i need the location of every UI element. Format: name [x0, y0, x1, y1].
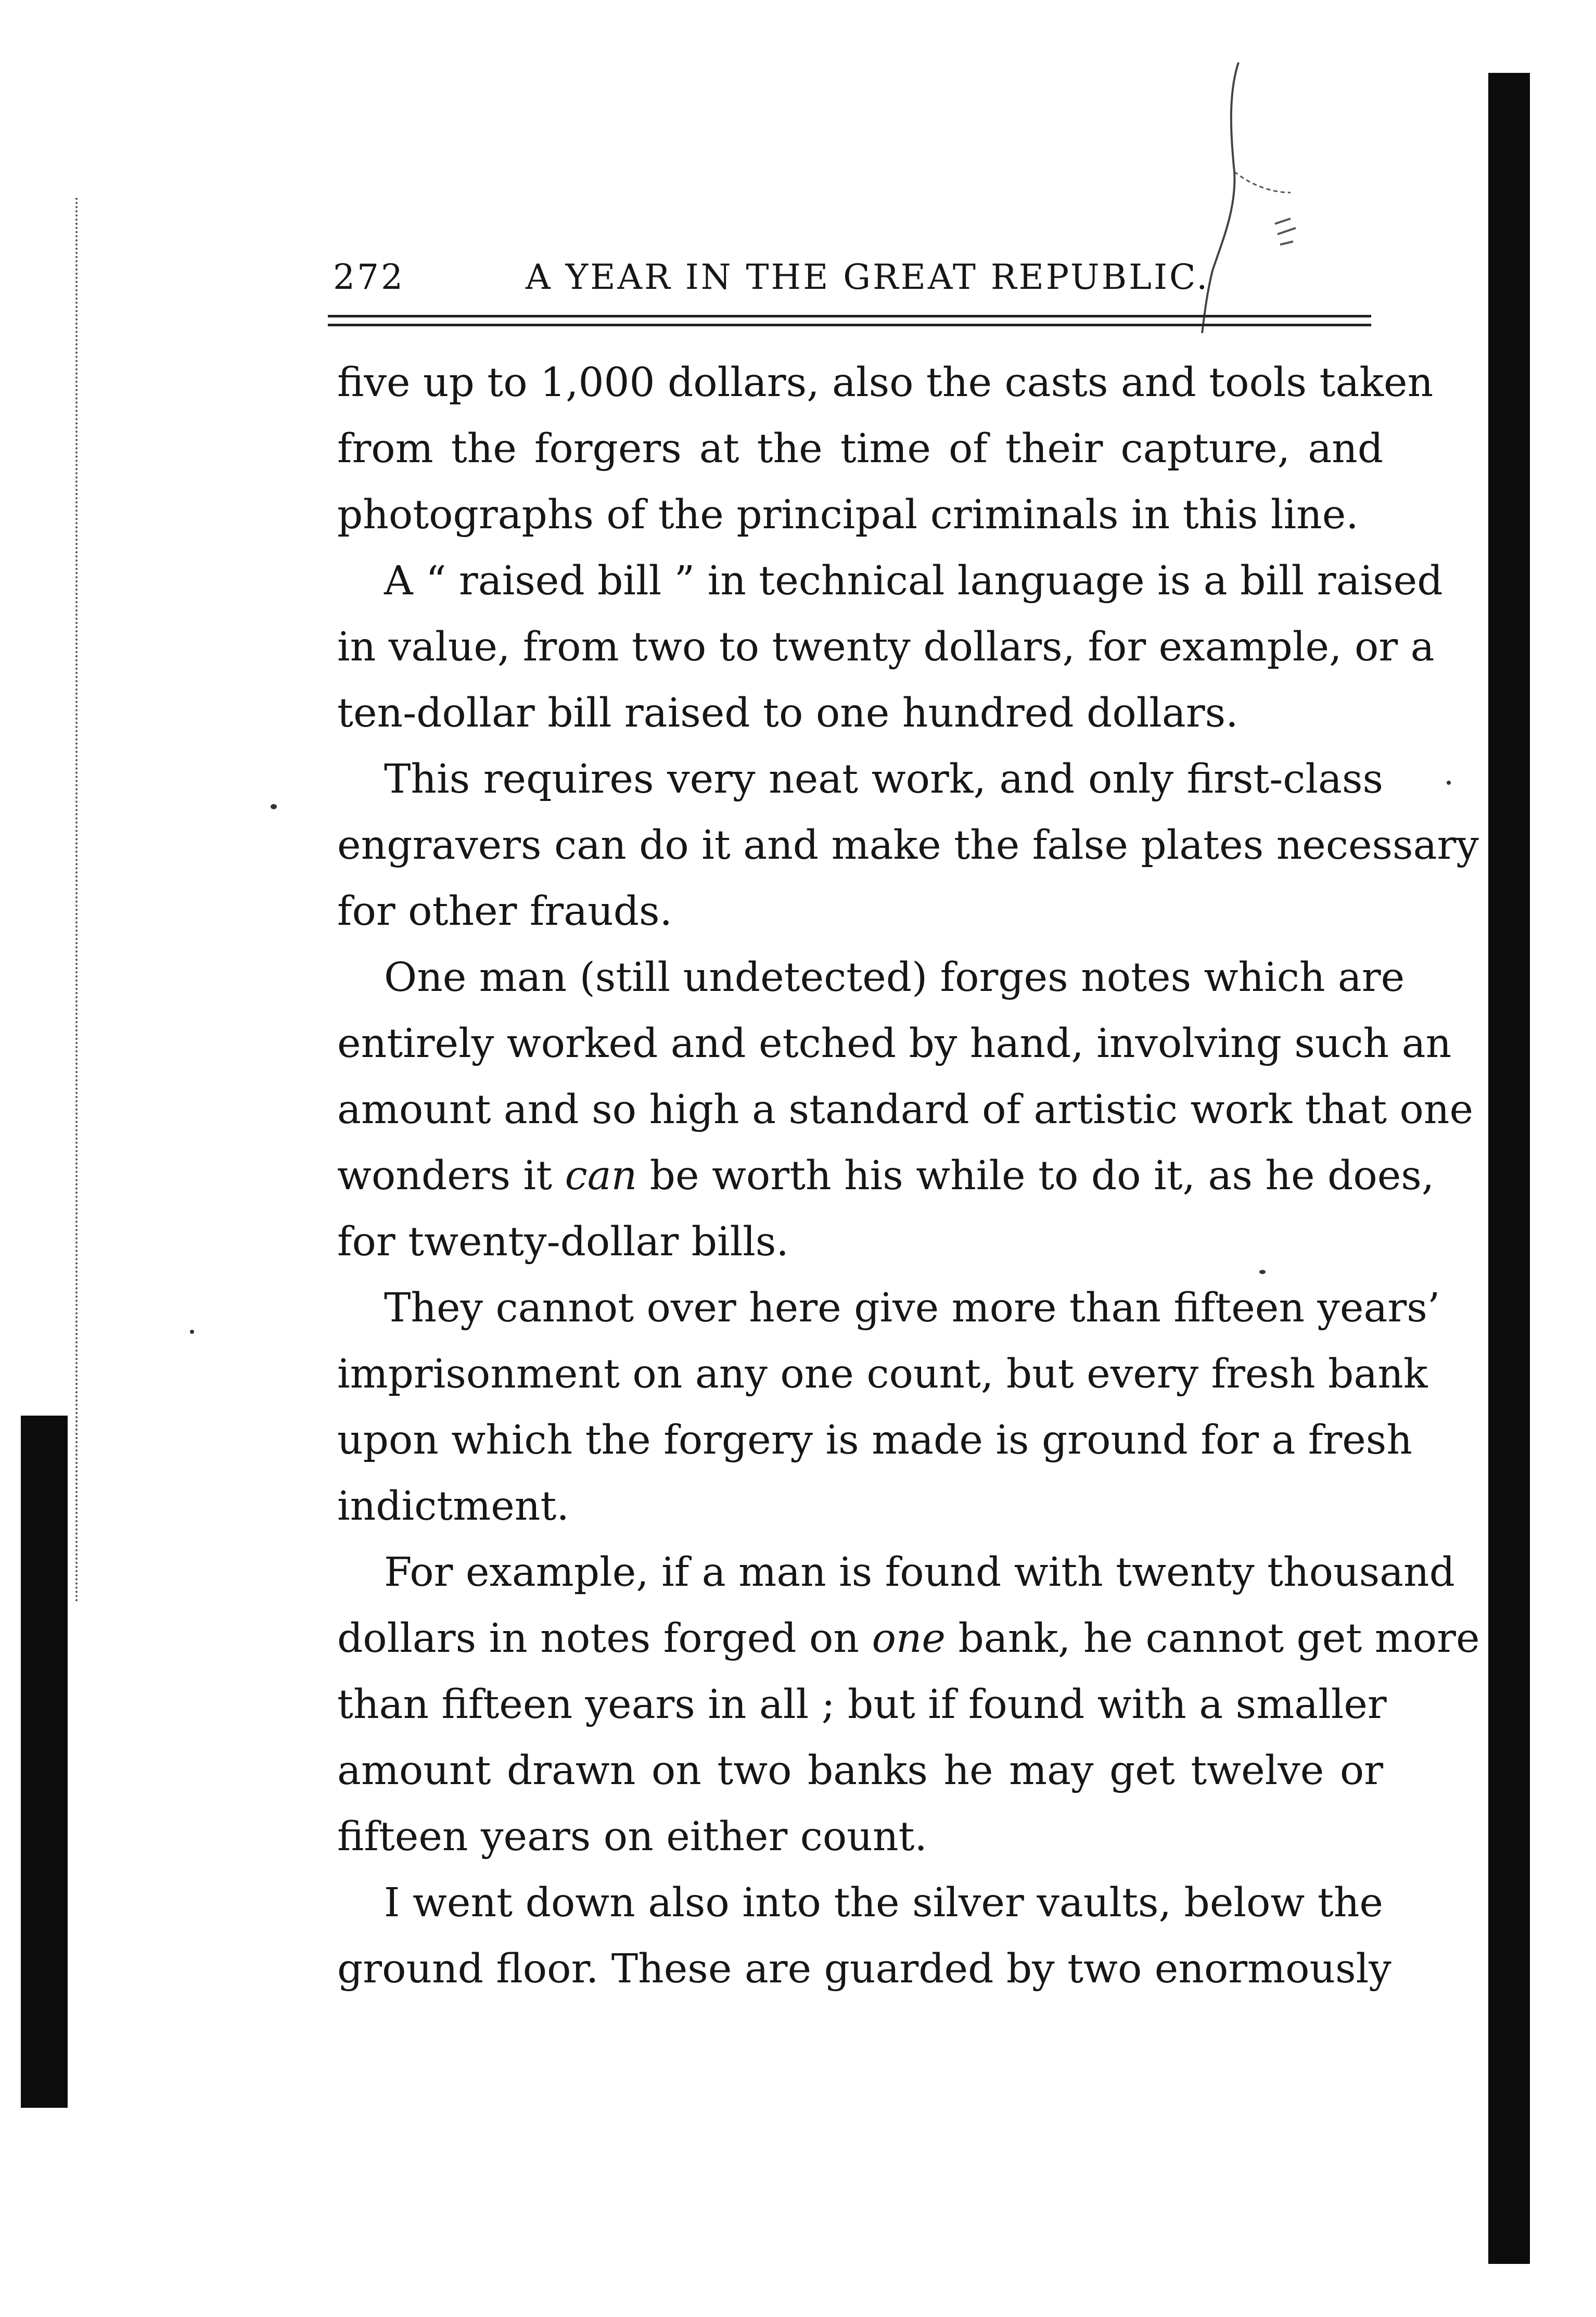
header-rule [328, 324, 1371, 326]
scan-edge-left [75, 198, 80, 1603]
text-line: entirely worked and etched by hand, involving such an [337, 1021, 1452, 1067]
paragraph [337, 945, 1474, 1275]
ink-speck [271, 804, 277, 809]
paragraph [337, 350, 1434, 548]
text-line: amount and so high a standard of artistic work that one [337, 1087, 1474, 1133]
text-line: amount drawn on two banks he may get twelve or [337, 1748, 1383, 1794]
text-line [337, 1143, 1435, 1209]
text-line: from the forgers at the time of their capture, and [337, 426, 1383, 472]
paragraph [337, 746, 1479, 945]
page-number: 272 [333, 257, 405, 297]
scan-border-right [1488, 73, 1530, 2264]
running-title: A YEAR IN THE GREAT REPUBLIC. [526, 257, 1210, 297]
text-line: I went down also into the silver vaults, below the [384, 1880, 1383, 1926]
paragraph [337, 1539, 1480, 1870]
text-line: for twenty-dollar bills. [337, 1219, 789, 1265]
text-segment: wonders it [337, 1153, 565, 1199]
text-line: photographs of the principal criminals in this line. [337, 492, 1359, 538]
text-line: imprisonment on any one count, but every fresh bank [337, 1351, 1428, 1397]
text-line: five up to 1,000 dollars, also the casts and tools taken [337, 360, 1434, 406]
text-line: ground floor. These are guarded by two enormously [337, 1946, 1391, 1992]
ink-speck [1447, 781, 1451, 785]
text-line [337, 1606, 1480, 1672]
italic-word: can [565, 1153, 637, 1199]
paragraph [337, 548, 1443, 746]
ink-speck [190, 1330, 194, 1334]
text-segment: bank, he cannot get more [946, 1615, 1480, 1662]
text-segment: dollars in notes forged on [337, 1615, 872, 1662]
text-segment: be worth his while to do it, as he does, [637, 1153, 1435, 1199]
paragraph [337, 1275, 1440, 1539]
text-line: in value, from two to twenty dollars, for example, or a [337, 624, 1435, 670]
text-line: indictment. [337, 1483, 569, 1530]
body-text [337, 350, 1480, 2002]
text-line: They cannot over here give more than fifteen years’ [384, 1285, 1440, 1331]
text-line: for other frauds. [337, 888, 672, 935]
pencil-annotation [1119, 52, 1327, 343]
text-line: engravers can do it and make the false plates necessary [337, 822, 1479, 869]
page-header [333, 245, 1374, 297]
text-line: fifteen years on either count. [337, 1814, 927, 1860]
scan-border-left [21, 1416, 68, 2108]
text-line: For example, if a man is found with twenty thousand [384, 1549, 1455, 1596]
text-line: This requires very neat work, and only first-class [384, 756, 1383, 803]
text-line: One man (still undetected) forges notes which are [384, 954, 1405, 1001]
text-line: A “ raised bill ” in technical language is a bill raised [384, 558, 1443, 604]
text-line: ten-dollar bill raised to one hundred dollars. [337, 690, 1239, 736]
text-line: than fifteen years in all ; but if found with a smaller [337, 1682, 1387, 1728]
paragraph [337, 1870, 1391, 2002]
text-line: upon which the forgery is made is ground for a fresh [337, 1417, 1412, 1463]
header-rule [328, 315, 1371, 317]
italic-word: one [872, 1615, 946, 1662]
